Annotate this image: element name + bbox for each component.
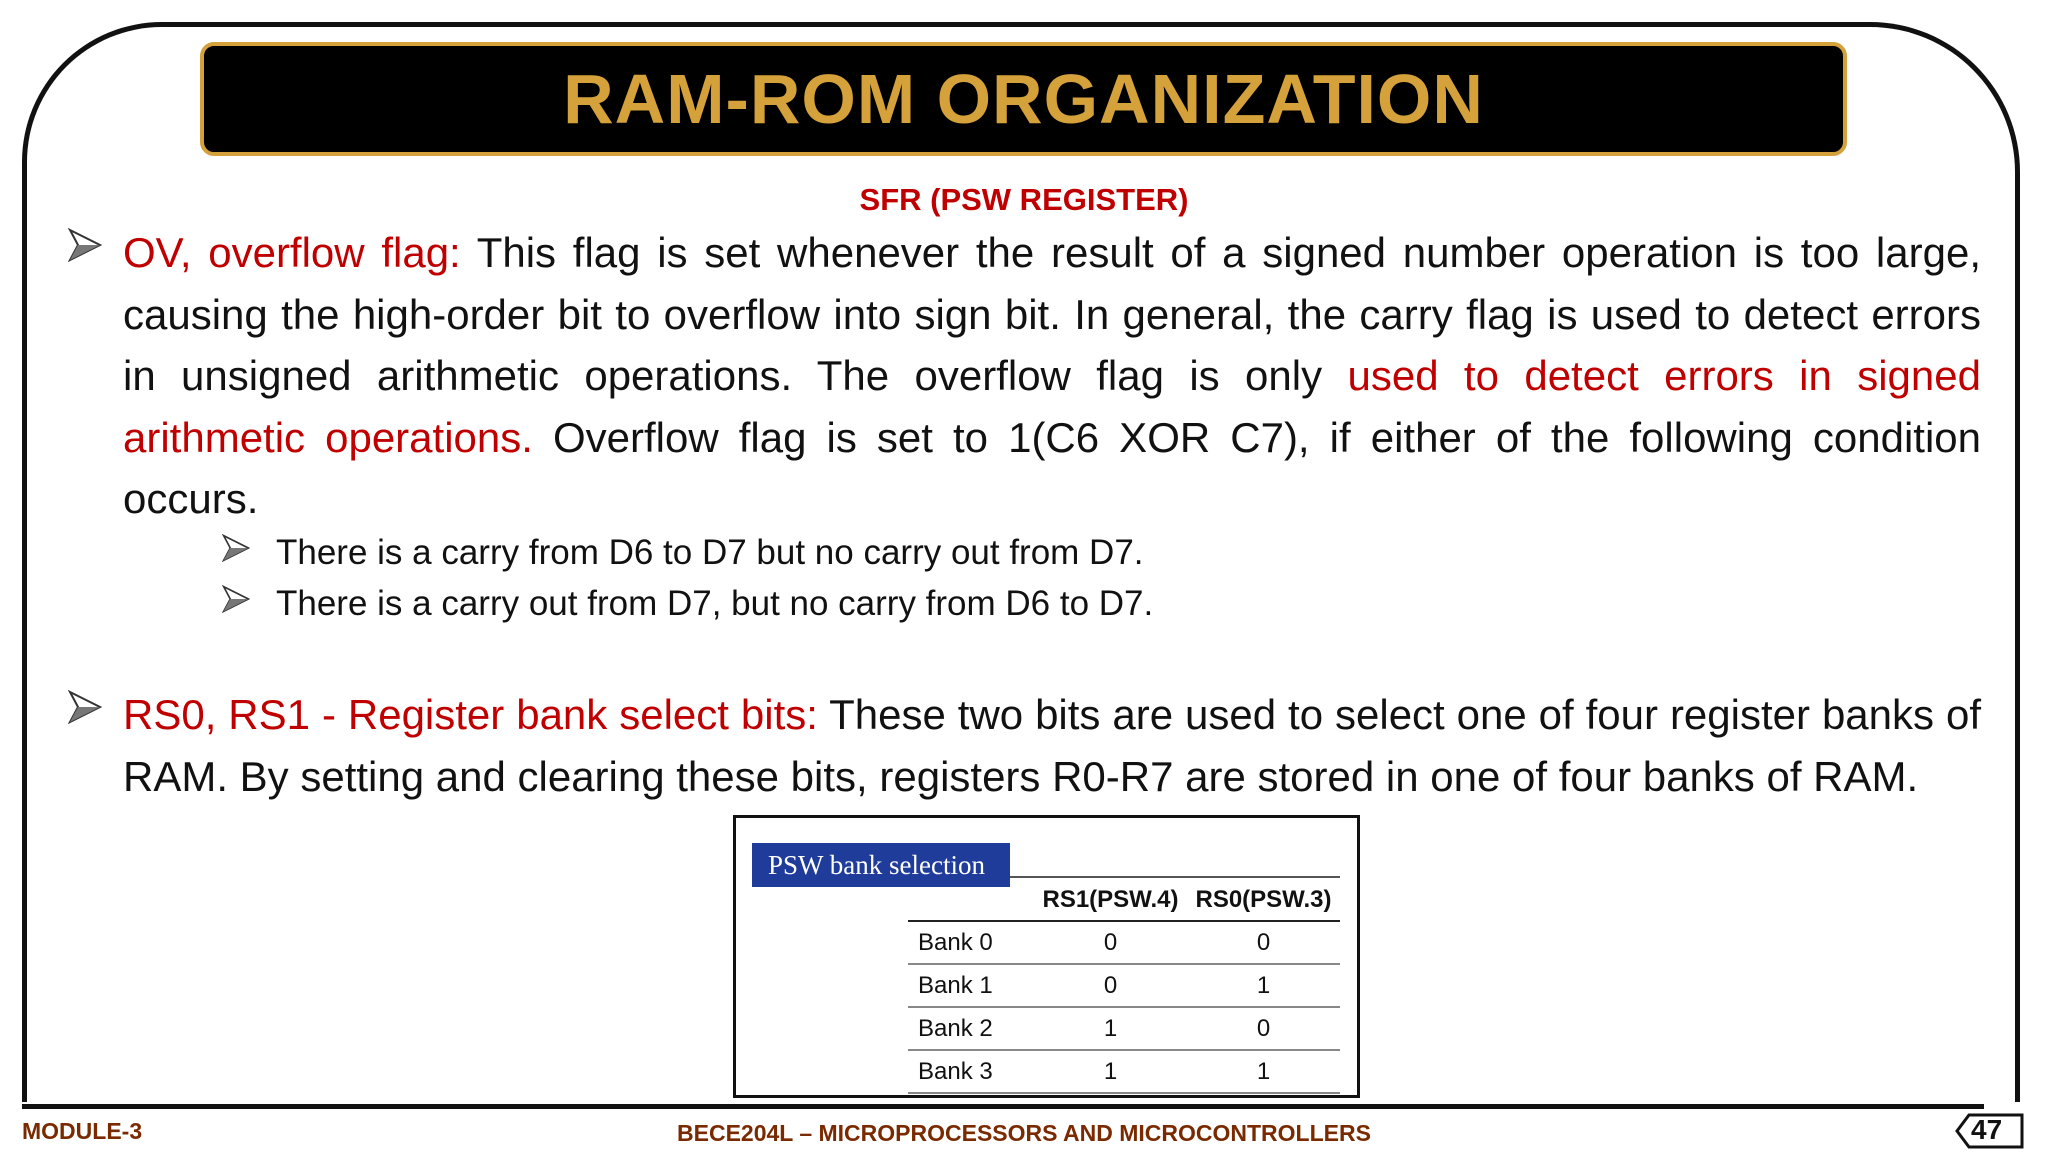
- rs-text: These two bits are used to select one of four register banks of RAM. By setting and clearing these bits, registers R0-R7 are stored in one of four banks of RAM.: [123, 691, 1981, 800]
- table-cell: 1: [1034, 1050, 1187, 1093]
- slide-subtitle: SFR (PSW REGISTER): [859, 182, 1189, 217]
- page-number-badge: [1955, 1112, 2025, 1150]
- table-row: [908, 1050, 1340, 1093]
- table-cell: 0: [1187, 1007, 1340, 1050]
- bullet-arrow-icon: [68, 690, 102, 724]
- table-header: RS1(PSW.4): [1034, 880, 1187, 921]
- table-row: [908, 964, 1340, 1007]
- bullet-arrow-icon: [68, 228, 102, 262]
- ov-text-2: Overflow flag is set to 1(C6 XOR C7), if either of the following condition occurs.: [123, 413, 1981, 522]
- bottom-rule: [22, 1104, 1984, 1109]
- table-header: RS0(PSW.3): [1187, 880, 1340, 921]
- ov-highlight: used to detect errors in signed arithmetic operations.: [123, 352, 1981, 461]
- slide-title: RAM-ROM ORGANIZATION: [563, 60, 1484, 138]
- ov-text-1: This flag is set whenever the result of a signed number operation is too large, causing the high-order bit to overflow into sign bit. In general, the carry flag is used to detect errors in unsigned arithmetic operations. The overflow flag is only: [123, 229, 1981, 399]
- ov-term: OV, overflow flag:: [123, 229, 461, 276]
- footer-course: BECE204L – MICROPROCESSORS AND MICROCONTROLLERS: [677, 1120, 1371, 1146]
- psw-bank-table: [908, 880, 1340, 1094]
- table-row: [908, 921, 1340, 964]
- rs-term: RS0, RS1 - Register bank select bits:: [123, 691, 818, 738]
- table-cell: Bank 0: [908, 921, 1034, 964]
- table-cell: 0: [1034, 921, 1187, 964]
- table-label: PSW bank selection: [752, 843, 1010, 887]
- table-cell: Bank 2: [908, 1007, 1034, 1050]
- sub-bullet-arrow-icon: [222, 585, 250, 613]
- table-cell: 1: [1187, 964, 1340, 1007]
- table-cell: 1: [1187, 1050, 1340, 1093]
- page-number: 47: [1971, 1114, 2003, 1145]
- table-cell: Bank 1: [908, 964, 1034, 1007]
- table-row: [908, 1007, 1340, 1050]
- psw-bank-table-figure: [733, 815, 1360, 1098]
- footer-module: MODULE-3: [22, 1118, 143, 1144]
- ov-condition-2: There is a carry out from D7, but no carry from D6 to D7.: [276, 584, 1154, 623]
- table-cell: 0: [1034, 964, 1187, 1007]
- table-cell: Bank 3: [908, 1050, 1034, 1093]
- table-cell: 0: [1187, 921, 1340, 964]
- ov-paragraph: [123, 222, 1981, 530]
- table-top-rule: [1010, 876, 1340, 878]
- title-banner: [200, 42, 1847, 156]
- table-header: [908, 880, 1034, 921]
- sub-bullet-arrow-icon: [222, 534, 250, 562]
- ov-condition-1: There is a carry from D6 to D7 but no carry out from D7.: [276, 533, 1144, 572]
- table-cell: 1: [1034, 1007, 1187, 1050]
- table-header-row: [908, 880, 1340, 921]
- rs-paragraph: [123, 684, 1981, 807]
